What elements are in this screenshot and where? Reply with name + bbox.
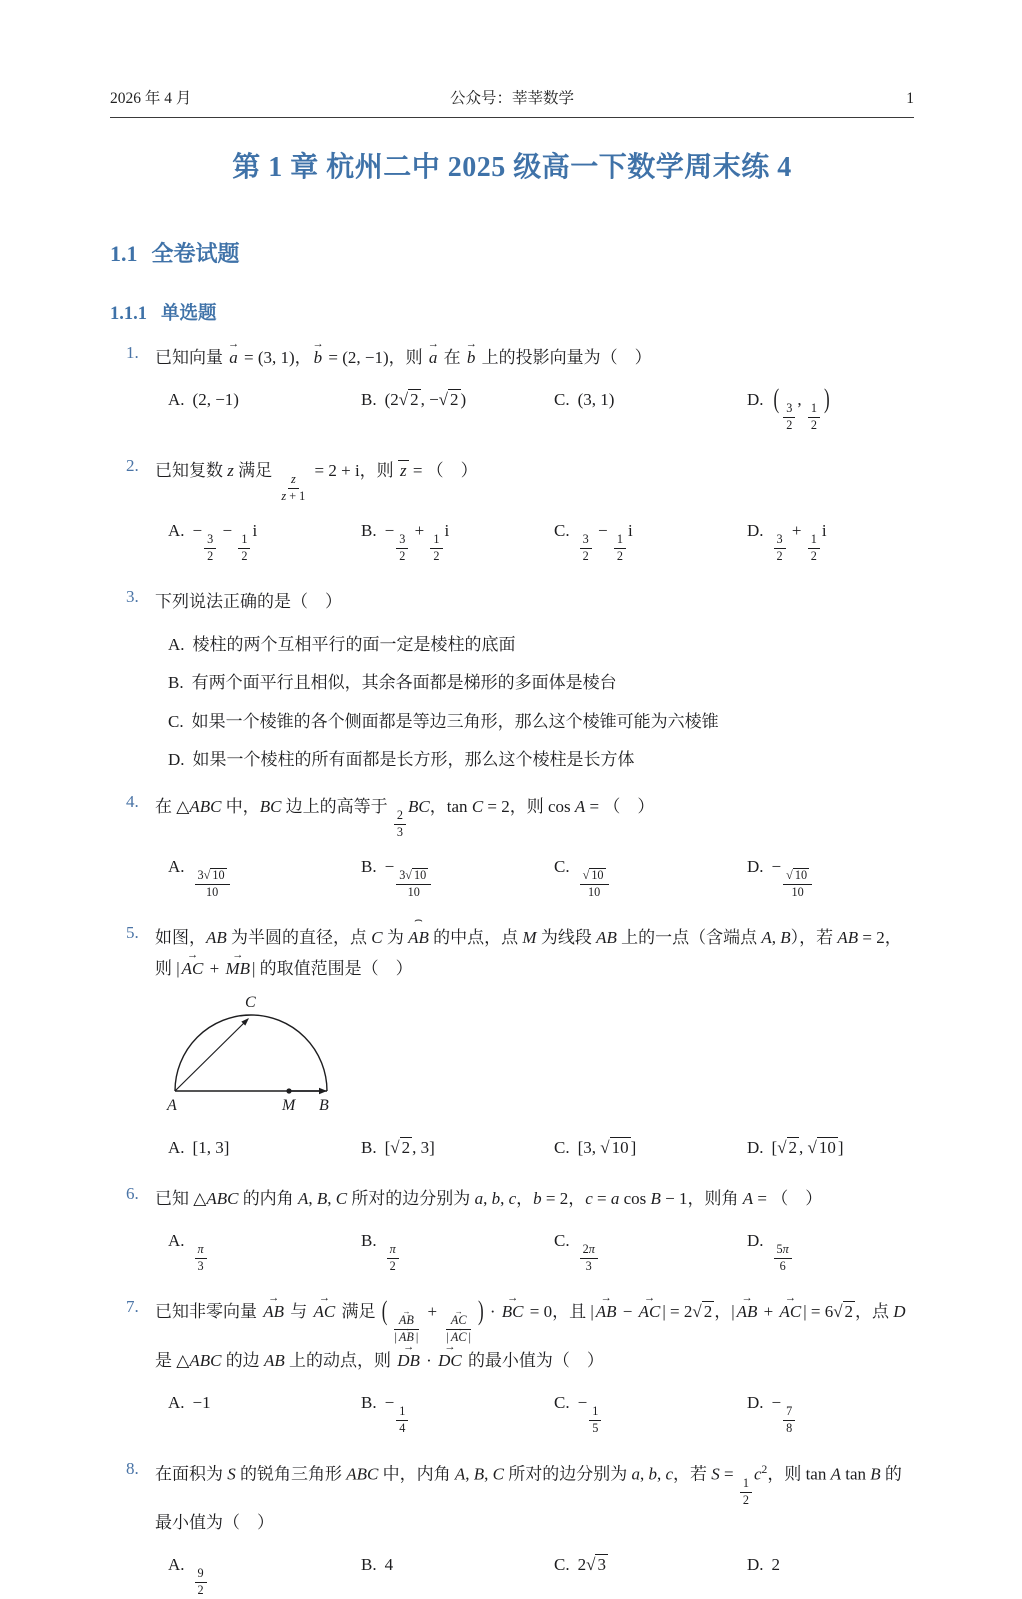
option-a: A. −1 bbox=[168, 1393, 211, 1413]
option-a: A. $\frac{\pi}{3}$ bbox=[168, 1227, 361, 1275]
question-4-stem: 在 △ABC 中，BC 边上的高等于 $\frac{2}{3}$ BC，tan C = 2，则 cos A = （ ） bbox=[155, 796, 655, 839]
header-account: 公众号：莘莘数学 bbox=[449, 90, 574, 107]
question-7-stem: 已知非零向量 → AB 与 → AC 满足 ( → $\frac{AB}{| \to AB |}$ + → $\frac{AC}{| \to AC |}$ ) · → BC = 0，且 | → AB − → AC | = 2√ 2 ，| → AB + → AC | = 6√ 2 ，点 D 是 △ABC 的边 AB 上的动点，则 → DB · → DC 的最小值为（ ） bbox=[155, 1297, 914, 1377]
header-date: 2026 年 4 月 bbox=[110, 90, 192, 107]
label-a: A bbox=[167, 1096, 177, 1114]
question-1-options bbox=[168, 383, 914, 434]
option-b: B. (2√ 2 , −√ 2 ) bbox=[361, 389, 467, 409]
question-6-options bbox=[168, 1227, 914, 1275]
option-c: C. $\frac{3}{2}$ − $\frac{1}{2}$ i bbox=[554, 520, 633, 563]
section-title: 全卷试题 bbox=[151, 241, 240, 266]
option-b: B. − $\frac{3√ 10}{10}$ bbox=[361, 853, 554, 901]
label-b: B bbox=[319, 1096, 329, 1114]
question-8-options bbox=[168, 1551, 914, 1599]
question-3-number: 3. bbox=[126, 586, 139, 606]
question-6-number: 6. bbox=[126, 1184, 139, 1204]
option-a: A. 棱柱的两个互相平行的面一定是棱柱的底面 bbox=[168, 634, 516, 654]
question-2-number: 2. bbox=[126, 455, 139, 475]
question-8-stem: 在面积为 S 的锐角三角形 ABC 中，内角 A, B, C 所对的边分别为 a, b, c，若 S = $\frac{1}{2}$ $c^2$，则 tan A tan B 的最小值为（ ） bbox=[155, 1462, 902, 1533]
label-m: M bbox=[282, 1096, 296, 1114]
option-c: C. $\frac{√ 10}{10}$ bbox=[554, 853, 747, 901]
question-5-options bbox=[168, 1134, 914, 1163]
question-1-stem: 已知向量 → a = (3, 1)， → b = (2, −1)，则 → a 在 → b 上的投影向量为（ ） bbox=[155, 343, 914, 374]
option-d: D. 如果一个棱柱的所有面都是长方形，那么这个棱柱是长方体 bbox=[168, 750, 635, 770]
option-d: D. ( $\frac{3}{2}$ , $\frac{1}{2}$ ) bbox=[747, 383, 830, 432]
option-c: C. − $\frac{1}{5}$ bbox=[554, 1389, 747, 1437]
header-page-number: 1 bbox=[906, 90, 914, 107]
chapter-title: 第 1 章 杭州二中 2025 级高一下数学周末练 4 bbox=[232, 152, 792, 183]
question-4 bbox=[110, 792, 914, 901]
question-5-stem: 如图，AB 为半圆的直径，点 C 为 ⌢ AB 的中点，点 M 为线段 AB 上的一点（含端点 A, B），若 AB = 2，则 | → AC + → MB | 的取值范围是（ ） bbox=[155, 923, 914, 985]
question-5-figure bbox=[161, 993, 914, 1122]
option-c: C. (3, 1) bbox=[554, 389, 615, 409]
question-3-options bbox=[168, 630, 914, 776]
question-2-stem: 已知复数 z 满足 $\frac{z}{z + 1}$ = 2 + i，则 z = （ ） bbox=[155, 460, 478, 503]
question-7-number: 7. bbox=[126, 1297, 139, 1317]
question-5-number: 5. bbox=[126, 922, 139, 942]
question-1 bbox=[110, 343, 914, 434]
option-b: B. 4 bbox=[361, 1555, 394, 1575]
option-d: D. − $\frac{√ 10}{10}$ bbox=[747, 853, 914, 901]
question-list bbox=[110, 343, 914, 1599]
question-4-options bbox=[168, 853, 914, 901]
question-3 bbox=[110, 587, 914, 776]
question-8-number: 8. bbox=[126, 1458, 139, 1478]
question-3-stem: 下列说法正确的是（ ） bbox=[155, 591, 342, 611]
option-b: B. $\frac{\pi}{2}$ bbox=[361, 1227, 554, 1275]
option-a: A. (2, −1) bbox=[168, 389, 239, 409]
question-6-stem: 已知 △ABC 的内角 A, B, C 所对的边分别为 a, b, c，b = 2，c = a cos B − 1，则角 A = （ ） bbox=[155, 1189, 823, 1209]
question-5 bbox=[110, 923, 914, 1163]
vector-ac-line bbox=[175, 1019, 248, 1091]
option-d: D. $\frac{3}{2}$ + $\frac{1}{2}$ i bbox=[747, 520, 827, 563]
subsection-number: 1.1.1 bbox=[110, 304, 147, 324]
question-2-options bbox=[168, 517, 914, 565]
section-heading bbox=[110, 237, 914, 268]
option-b: B. 有两个面平行且相似，其余各面都是梯形的多面体是棱台 bbox=[168, 673, 617, 693]
question-2 bbox=[110, 456, 914, 565]
subsection-heading bbox=[110, 299, 914, 325]
point-m-dot bbox=[286, 1088, 291, 1093]
question-6 bbox=[110, 1184, 914, 1275]
question-7 bbox=[110, 1297, 914, 1437]
option-d: D. 2 bbox=[747, 1555, 781, 1575]
option-b: B. [√ 2 , 3] bbox=[361, 1137, 435, 1157]
option-c: C. 2√ 3 bbox=[554, 1555, 606, 1575]
section-number: 1.1 bbox=[110, 241, 138, 266]
option-a: A. $\frac{3√ 10}{10}$ bbox=[168, 853, 361, 901]
question-7-options bbox=[168, 1389, 914, 1437]
option-d: D. − $\frac{7}{8}$ bbox=[747, 1389, 914, 1437]
vector-mb-arrowhead bbox=[319, 1087, 327, 1093]
option-a: A. [1, 3] bbox=[168, 1137, 230, 1157]
option-d: D. [√ 2 , √ 10 ] bbox=[747, 1137, 844, 1157]
option-d: D. $\frac{5\pi}{6}$ bbox=[747, 1227, 914, 1275]
question-8 bbox=[110, 1459, 914, 1599]
label-c: C bbox=[245, 993, 256, 1011]
semicircle-figure bbox=[161, 993, 373, 1117]
option-c: C. 如果一个棱锥的各个侧面都是等边三角形，那么这个棱锥可能为六棱锥 bbox=[168, 711, 719, 731]
page-header bbox=[110, 86, 914, 118]
option-a: A. $\frac{9}{2}$ bbox=[168, 1551, 361, 1599]
option-a: A. − $\frac{3}{2}$ − $\frac{1}{2}$ i bbox=[168, 520, 258, 563]
option-b: B. − $\frac{3}{2}$ + $\frac{1}{2}$ i bbox=[361, 520, 450, 563]
option-c: C. [3, √ 10 ] bbox=[554, 1137, 637, 1157]
option-b: B. − $\frac{1}{4}$ bbox=[361, 1389, 554, 1437]
question-4-number: 4. bbox=[126, 791, 139, 811]
subsection-title: 单选题 bbox=[161, 304, 217, 324]
question-1-number: 1. bbox=[126, 343, 139, 362]
option-c: C. $\frac{2\pi}{3}$ bbox=[554, 1227, 747, 1275]
semicircle-arc bbox=[175, 1015, 327, 1091]
